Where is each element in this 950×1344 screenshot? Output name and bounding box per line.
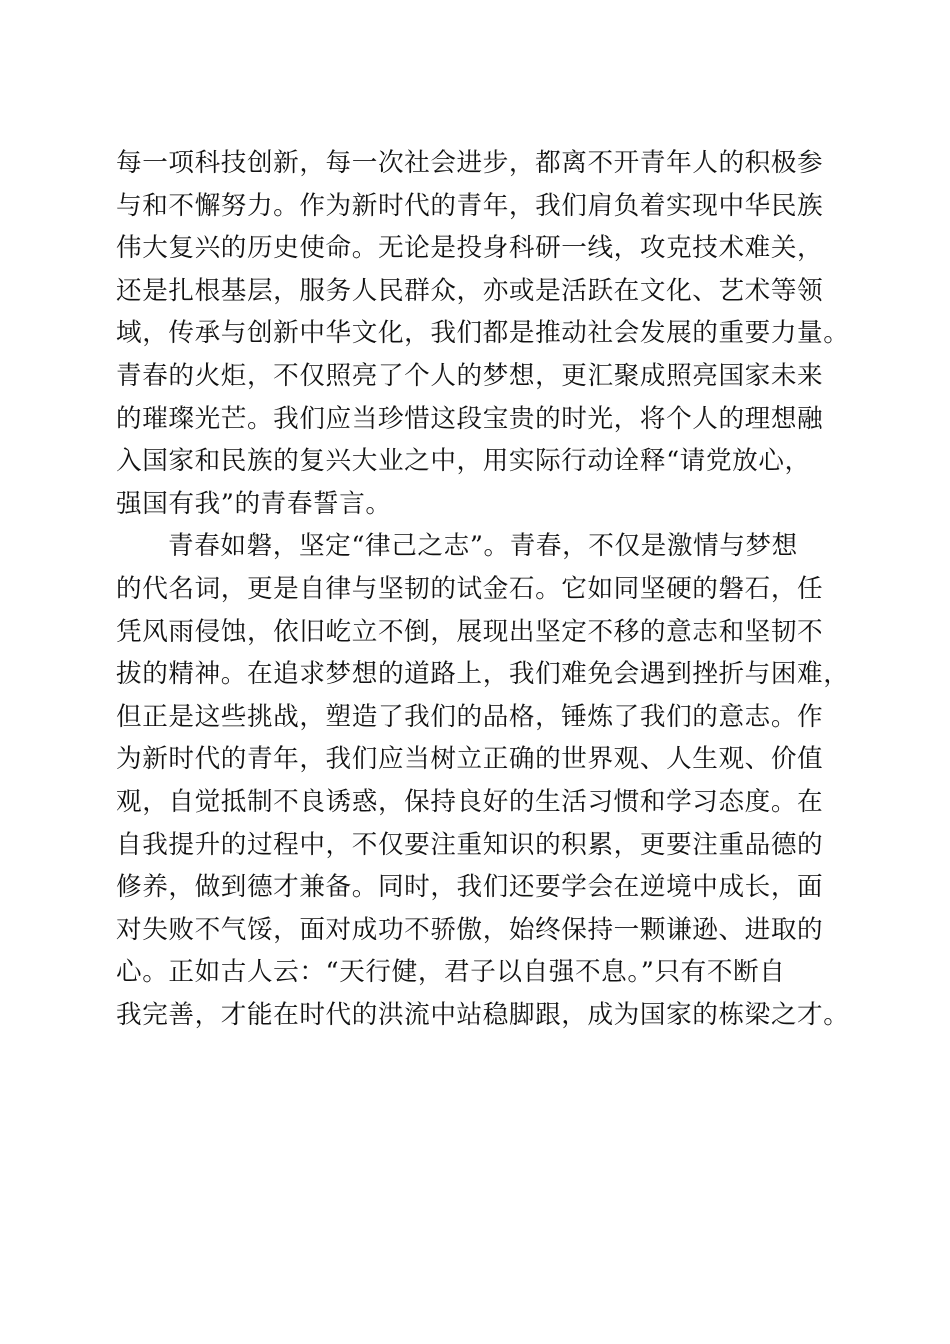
text-line: 对失败不气馁，面对成功不骄傲，始终保持一颗谦逊、进取的 (116, 914, 824, 945)
text-line: 伟大复兴的历史使命。无论是投身科研一线，攻克技术难关， (116, 233, 824, 264)
text-line: 但正是这些挑战，塑造了我们的品格，锤炼了我们的意志。作 (116, 701, 824, 732)
text-line: 拔的精神。在追求梦想的道路上，我们难免会遇到挫折与困难， (116, 659, 850, 690)
text-line: 强国有我”的青春誓言。 (116, 488, 392, 519)
text-line: 入国家和民族的复兴大业之中，用实际行动诠释“请党放心， (116, 446, 811, 477)
text-line: 凭风雨侵蚀，依旧屹立不倒，展现出坚定不移的意志和坚韧不 (116, 616, 824, 647)
text-line: 心。正如古人云：“天行健，君子以自强不息。”只有不断自 (116, 957, 786, 988)
text-line: 的代名词，更是自律与坚韧的试金石。它如同坚硬的磐石，任 (116, 573, 824, 604)
paragraph-1 (116, 142, 850, 525)
text-line: 与和不懈努力。作为新时代的青年，我们肩负着实现中华民族 (116, 190, 824, 221)
document-body (116, 142, 850, 1036)
text-line: 每一项科技创新，每一次社会进步，都离不开青年人的积极参 (116, 148, 824, 178)
text-line: 的璀璨光芒。我们应当珍惜这段宝贵的时光，将个人的理想融 (116, 403, 824, 434)
text-line: 修养，做到德才兼备。同时，我们还要学会在逆境中成长，面 (116, 872, 824, 903)
text-line: 青春的火炬，不仅照亮了个人的梦想，更汇聚成照亮国家未来 (116, 360, 824, 391)
text-line: 还是扎根基层，服务人民群众，亦或是活跃在文化、艺术等领 (116, 275, 824, 306)
text-line: 我完善，才能在时代的洪流中站稳脚跟，成为国家的栋梁之才。 (116, 999, 850, 1030)
text-line: 为新时代的青年，我们应当树立正确的世界观、人生观、价值 (116, 744, 824, 775)
text-line: 观，自觉抵制不良诱惑，保持良好的生活习惯和学习态度。在 (116, 786, 824, 817)
text-line: 域，传承与创新中华文化，我们都是推动社会发展的重要力量。 (116, 318, 850, 349)
text-line-indented: 青春如磐，坚定“律己之志”。青春，不仅是激情与梦想 (168, 531, 798, 562)
paragraph-2 (116, 525, 850, 1036)
text-line: 自我提升的过程中，不仅要注重知识的积累，更要注重品德的 (116, 829, 824, 860)
